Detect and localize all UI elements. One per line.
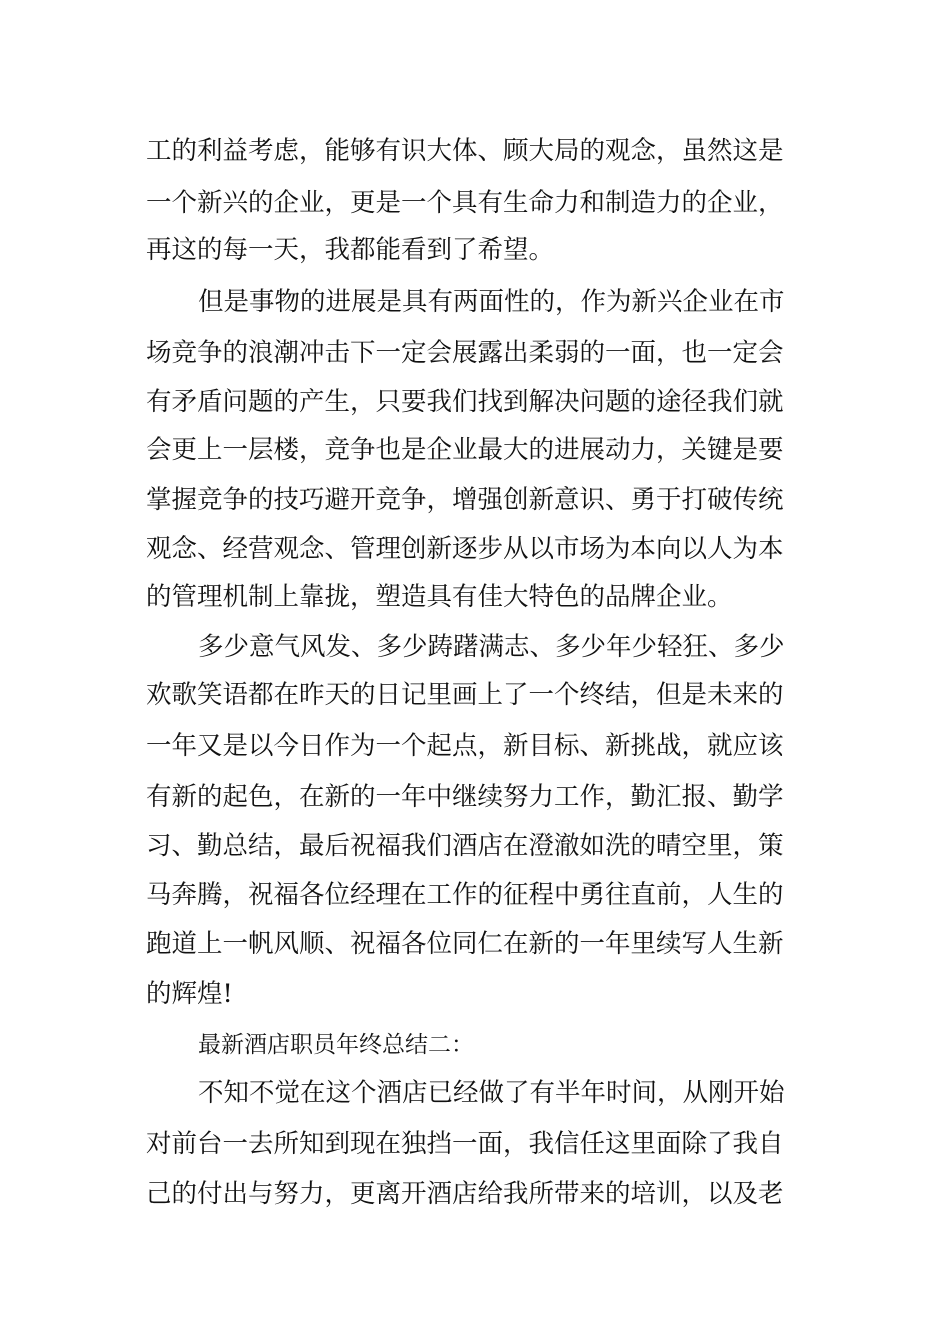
section-heading: 最新酒店职员年终总结二： xyxy=(198,1032,474,1058)
text-line: 对前台一去所知到现在独挡一面，我信任这里面除了我自 xyxy=(146,1129,784,1159)
text-line: 欢歌笑语都在昨天的日记里画上了一个终结，但是未来的 xyxy=(146,680,784,710)
text-line: 会更上一层楼，竞争也是企业最大的进展动力，关键是要 xyxy=(146,435,784,465)
text-line: 一个新兴的企业，更是一个具有生命力和制造力的企业， xyxy=(146,188,784,218)
text-line: 的辉煌! xyxy=(146,979,233,1009)
text-line: 有矛盾问题的产生，只要我们找到解决问题的途径我们就 xyxy=(146,387,784,417)
text-line: 马奔腾，祝福各位经理在工作的征程中勇往直前，人生的 xyxy=(146,880,784,910)
text-line: 场竞争的浪潮冲击下一定会展露出柔弱的一面，也一定会 xyxy=(146,338,784,368)
paragraph-first-line: 不知不觉在这个酒店已经做了有半年时间，从刚开始 xyxy=(198,1078,785,1108)
text-line: 己的付出与努力，更离开酒店给我所带来的培训，以及老 xyxy=(146,1179,784,1209)
text-line: 观念、经营观念、管理创新逐步从以市场为本向以人为本 xyxy=(146,534,784,564)
paragraph-first-line: 但是事物的进展是具有两面性的，作为新兴企业在市 xyxy=(198,287,785,317)
text-line: 工的利益考虑，能够有识大体、顾大局的观念，虽然这是 xyxy=(146,136,784,166)
text-line: 一年又是以今日作为一个起点，新目标、新挑战，就应该 xyxy=(146,731,784,761)
text-line: 再这的每一天，我都能看到了希望。 xyxy=(146,235,555,265)
text-line: 习、勤总结，最后祝福我们酒店在澄澈如洗的晴空里，策 xyxy=(146,831,784,861)
text-line: 掌握竞争的技巧避开竞争，增强创新意识、勇于打破传统 xyxy=(146,485,784,515)
text-line: 跑道上一帆风顺、祝福各位同仁在新的一年里续写人生新 xyxy=(146,929,784,959)
paragraph-first-line: 多少意气风发、多少踌躇满志、多少年少轻狂、多少 xyxy=(198,632,785,662)
text-line: 有新的起色，在新的一年中继续努力工作，勤汇报、勤学 xyxy=(146,782,784,812)
text-line: 的管理机制上靠拢，塑造具有佳大特色的品牌企业。 xyxy=(146,582,733,612)
